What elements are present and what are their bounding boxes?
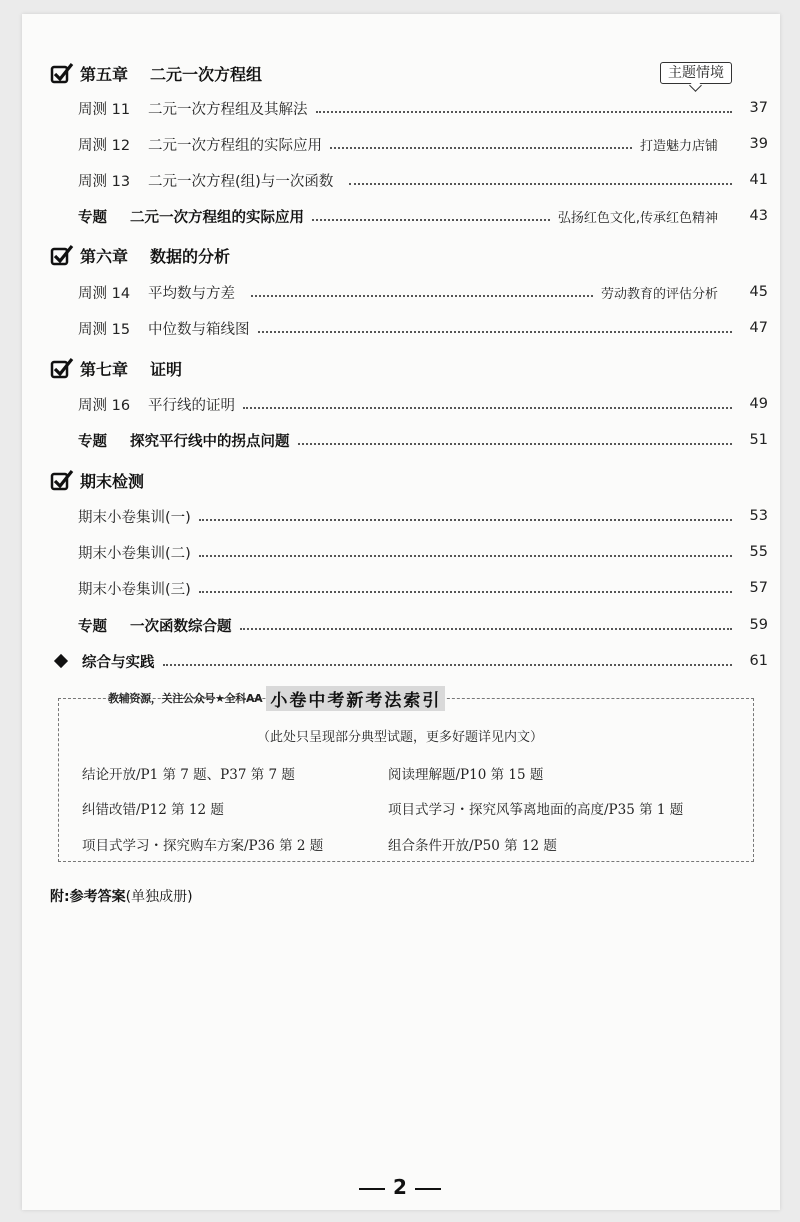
toc-entry-topic[interactable] <box>78 614 768 636</box>
index-item[interactable]: 项目式学习・探究购车方案/P36 第 2 题 <box>82 838 324 854</box>
index-title: 小卷中考新考法索引 <box>266 686 445 711</box>
page-number-value: 2 <box>393 1175 407 1199</box>
chapter-title: 证明 <box>150 359 183 379</box>
leader-dots <box>243 405 732 409</box>
entry-title: 二元一次方程组的实际应用 <box>130 209 304 226</box>
index-header <box>108 688 445 711</box>
leader-dots <box>199 553 732 557</box>
index-item[interactable]: 项目式学习・探究风筝离地面的高度/P35 第 1 题 <box>388 802 684 818</box>
page-number <box>0 1175 800 1199</box>
entry-title: 二元一次方程组的实际应用 <box>148 137 322 154</box>
entry-title: 期末小卷集训(一) <box>78 509 191 526</box>
entry-page: 59 <box>749 617 768 633</box>
toc-entry[interactable] <box>78 505 768 527</box>
checkbox-check-icon <box>50 357 74 379</box>
leader-dots <box>199 589 732 593</box>
leader-dots <box>163 662 733 666</box>
entry-title: 平均数与方差 <box>148 285 235 302</box>
toc-entry[interactable] <box>78 133 768 155</box>
entry-page: 49 <box>749 396 768 412</box>
index-item[interactable]: 阅读理解题/P10 第 15 题 <box>388 767 544 783</box>
chapter-title: 数据的分析 <box>150 246 231 266</box>
toc-entry-topic[interactable] <box>78 205 768 227</box>
entry-title: 探究平行线中的拐点问题 <box>130 433 290 450</box>
chapter-number: 第六章 <box>80 246 129 266</box>
entry-page: 53 <box>749 508 768 524</box>
index-item[interactable]: 组合条件开放/P50 第 12 题 <box>388 838 557 854</box>
leader-dots <box>330 145 632 149</box>
leader-dots <box>251 293 593 297</box>
toc-entry[interactable] <box>78 541 768 563</box>
appendix-detail: (单独成册) <box>125 889 193 905</box>
entry-title: 平行线的证明 <box>148 397 235 414</box>
entry-title: 二元一次方程(组)与一次函数 <box>148 173 334 190</box>
leader-dots <box>258 329 733 333</box>
dash-left <box>359 1188 385 1190</box>
entry-page: 41 <box>749 172 768 188</box>
checkbox-check-icon <box>50 469 74 491</box>
leader-dots <box>240 626 733 630</box>
entry-title: 期末小卷集训(二) <box>78 545 191 562</box>
entry-title: 期末小卷集训(三) <box>78 581 191 598</box>
entry-page: 57 <box>749 580 768 596</box>
chapter-heading-final <box>50 467 144 493</box>
checkbox-check-icon <box>50 62 74 84</box>
chapter-number: 第五章 <box>80 64 129 84</box>
leader-dots <box>349 181 732 185</box>
entry-number: 专题 <box>78 433 107 450</box>
toc-entry-practice[interactable] <box>52 650 768 672</box>
entry-number: 周测 15 <box>78 321 131 338</box>
chapter-heading-5 <box>50 60 262 86</box>
entry-theme: 劳动教育的评估分析 <box>600 286 718 302</box>
toc-entry[interactable] <box>78 97 768 119</box>
entry-number: 周测 16 <box>78 397 131 414</box>
entry-page: 45 <box>749 284 768 300</box>
entry-title: 中位数与箱线图 <box>148 321 250 338</box>
entry-number: 周测 12 <box>78 137 131 154</box>
page-sheet <box>22 14 780 1210</box>
entry-theme: 弘扬红色文化,传承红色精神 <box>557 210 718 226</box>
checkbox-check-icon <box>50 244 74 266</box>
leader-dots <box>316 109 733 113</box>
promo-note: 教辅资源，关注公众号★全科AA <box>108 692 263 705</box>
entry-theme: 打造魅力店铺 <box>639 138 718 154</box>
toc-entry[interactable] <box>78 393 768 415</box>
entry-number: 周测 11 <box>78 101 131 118</box>
entry-page: 39 <box>749 136 768 152</box>
appendix-title: 参考答案 <box>69 889 126 905</box>
theme-context-badge: 主题情境 <box>660 62 732 84</box>
entry-page: 61 <box>749 653 768 669</box>
entry-page: 51 <box>749 432 768 448</box>
chapter-title: 期末检测 <box>80 471 145 491</box>
diamond-bullet-icon <box>54 654 68 668</box>
entry-number: 专题 <box>78 209 107 226</box>
entry-number: 周测 14 <box>78 285 131 302</box>
entry-page: 55 <box>749 544 768 560</box>
entry-title: 二元一次方程组及其解法 <box>148 101 308 118</box>
entry-title: 一次函数综合题 <box>130 618 232 635</box>
entry-page: 43 <box>749 208 768 224</box>
toc-entry-topic[interactable] <box>78 429 768 451</box>
chapter-title: 二元一次方程组 <box>150 64 263 84</box>
toc-entry[interactable] <box>78 169 768 191</box>
appendix-label: 附: <box>50 889 70 905</box>
chapter-heading-6 <box>50 242 230 268</box>
entry-title: 综合与实践 <box>82 654 155 671</box>
index-subtitle: （此处只呈现部分典型试题，更多好题详见内文） <box>256 730 543 745</box>
chapter-number: 第七章 <box>80 359 129 379</box>
leader-dots <box>312 217 550 221</box>
index-item[interactable]: 纠错改错/P12 第 12 题 <box>82 802 224 818</box>
toc-entry[interactable] <box>78 317 768 339</box>
appendix-note <box>50 886 193 906</box>
entry-page: 37 <box>749 100 768 116</box>
dash-right <box>415 1188 441 1190</box>
leader-dots <box>298 441 733 445</box>
index-item[interactable]: 结论开放/P1 第 7 题、P37 第 7 题 <box>82 767 295 783</box>
entry-number: 周测 13 <box>78 173 131 190</box>
leader-dots <box>199 517 732 521</box>
toc-entry[interactable] <box>78 577 768 599</box>
chapter-heading-7 <box>50 355 182 381</box>
entry-number: 专题 <box>78 618 107 635</box>
toc-entry[interactable] <box>78 281 768 303</box>
entry-page: 47 <box>749 320 768 336</box>
